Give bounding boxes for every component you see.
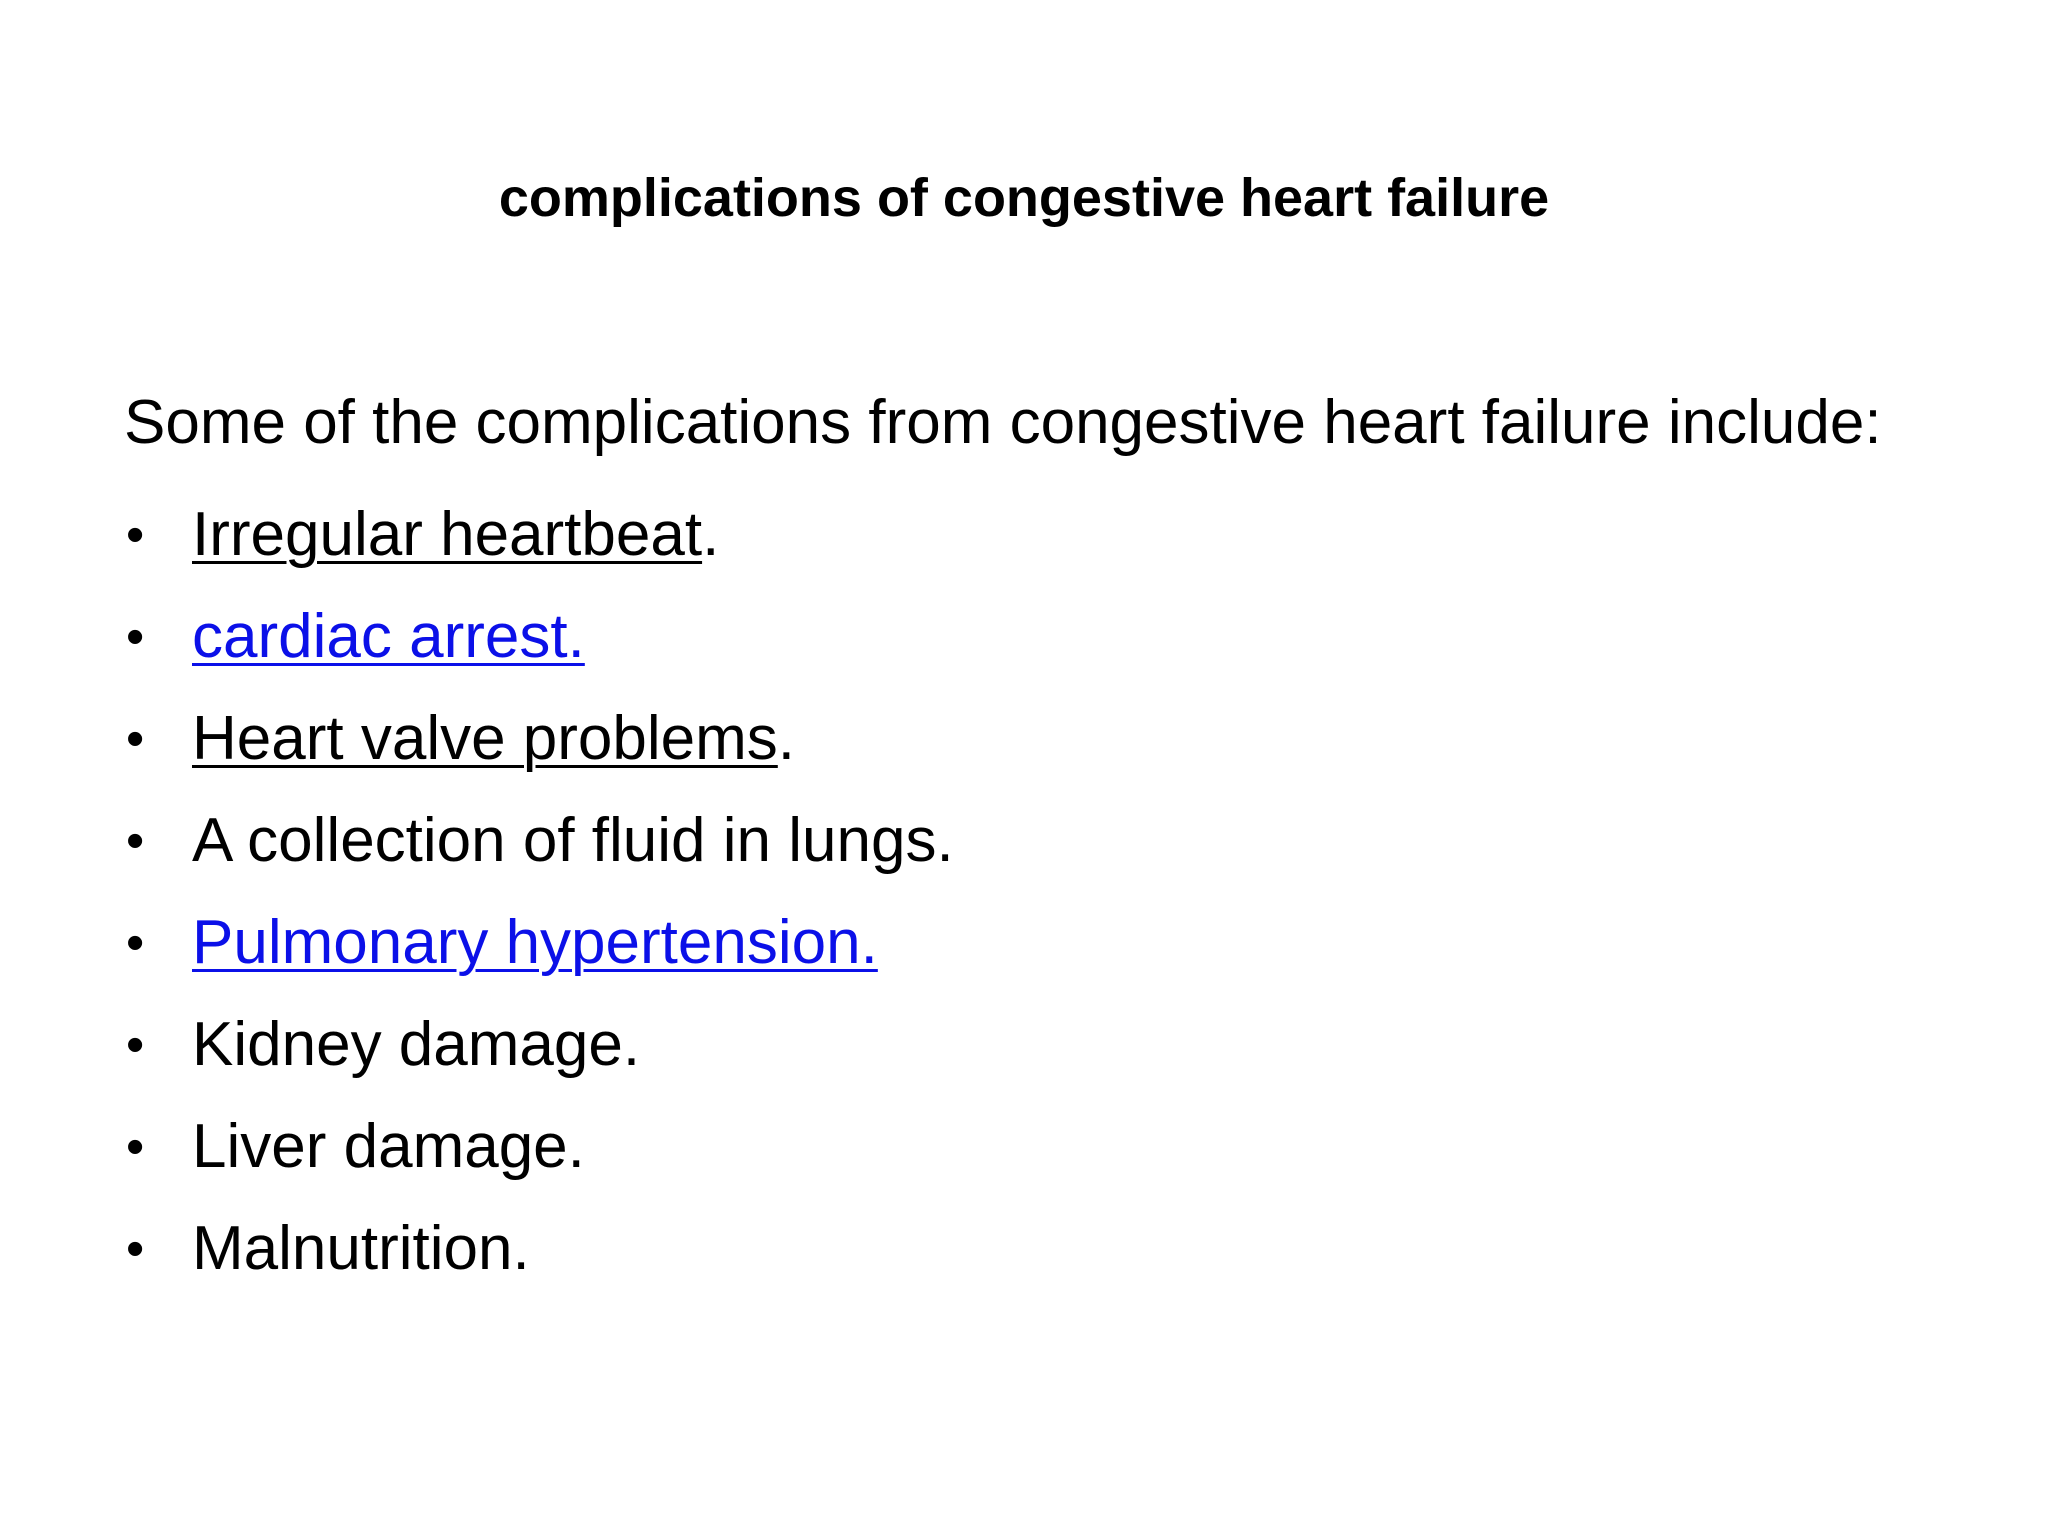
complications-list <box>124 484 1924 1300</box>
list-item <box>124 1198 1924 1300</box>
bullet-icon: • <box>126 1118 145 1176</box>
list-item[interactable] <box>124 586 1924 688</box>
bullet-icon: • <box>126 812 145 870</box>
list-item <box>124 484 1924 586</box>
item-suffix: . <box>777 704 796 773</box>
bullet-icon: • <box>126 1220 145 1278</box>
bullet-icon: • <box>126 914 145 972</box>
bullet-icon: • <box>126 710 145 768</box>
liver-damage-text: Liver damage. <box>192 1112 585 1181</box>
list-item <box>124 790 1924 892</box>
list-item <box>124 994 1924 1096</box>
cardiac-arrest-link[interactable]: cardiac arrest. <box>192 602 585 671</box>
bullet-icon: • <box>126 506 145 564</box>
list-item <box>124 1096 1924 1198</box>
list-item[interactable] <box>124 892 1924 994</box>
slide-body <box>124 380 1924 1300</box>
malnutrition-text: Malnutrition. <box>192 1214 530 1283</box>
slide-title: complications of congestive heart failure <box>498 168 1550 228</box>
kidney-damage-text: Kidney damage. <box>192 1010 641 1079</box>
heart-valve-problems-text: Heart valve problems <box>192 704 778 773</box>
pulmonary-hypertension-link[interactable]: Pulmonary hypertension. <box>192 908 878 977</box>
fluid-in-lungs-text: A collection of fluid in lungs. <box>192 806 954 875</box>
bullet-icon: • <box>126 608 145 666</box>
bullet-icon: • <box>126 1016 145 1074</box>
list-item <box>124 688 1924 790</box>
intro-text: Some of the complications from congestive heart failure include: <box>124 388 1882 457</box>
item-suffix: . <box>702 500 720 569</box>
irregular-heartbeat-text: Irregular heartbeat <box>192 500 703 569</box>
